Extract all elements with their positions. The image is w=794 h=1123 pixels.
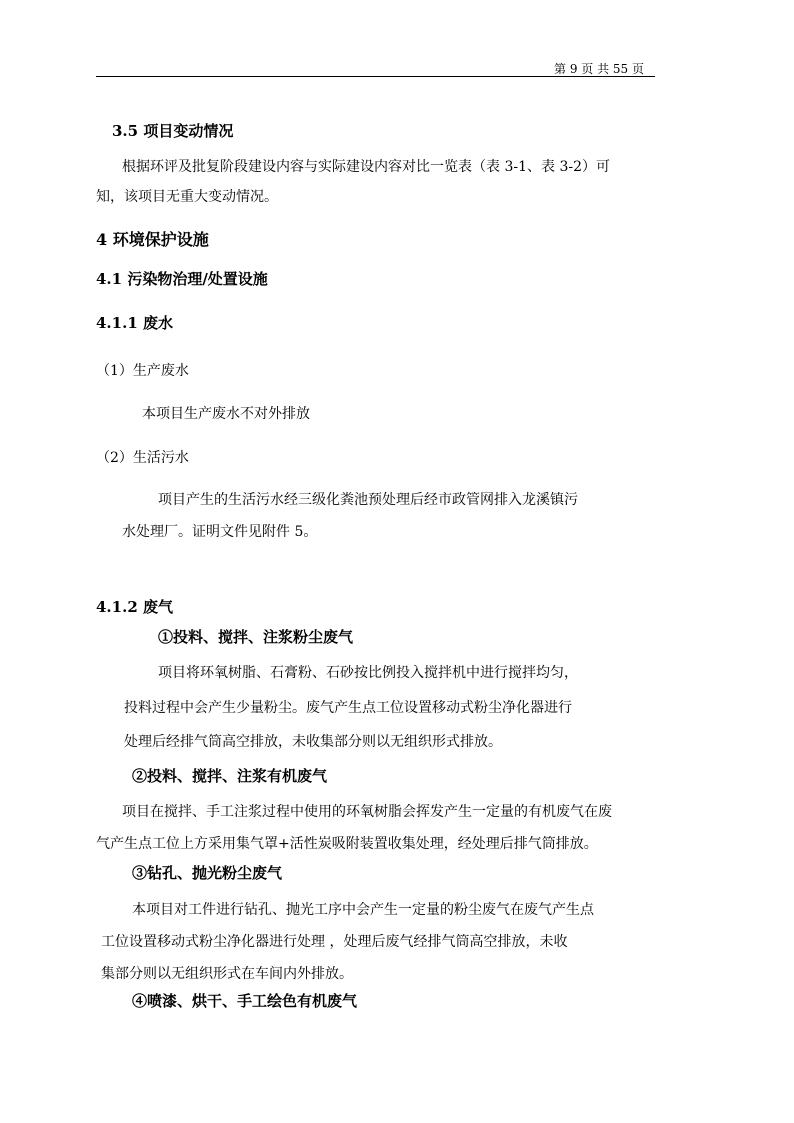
gas2-line2: 气产生点工位上方采用集气罩+活性炭吸附装置收集处理，经处理后排气筒排放。 <box>96 836 598 852</box>
page-number: 第 9 页 共 55 页 <box>554 62 644 76</box>
wastewater-item2-line1: 项目产生的生活污水经三级化粪池预处理后经市政管网排入龙溪镇污 <box>158 492 578 508</box>
gas3-line3: 集部分则以无组织形式在车间内外排放。 <box>101 966 353 982</box>
section-4-1-title: 4.1 污染物治理/处置设施 <box>96 270 268 288</box>
wastewater-item2-label: （2）生活污水 <box>96 450 189 466</box>
gas2-line1: 项目在搅拌、手工注浆过程中使用的环氧树脂会挥发产生一定量的有机废气在废 <box>122 804 612 820</box>
wastewater-item2-line2: 水处理厂。证明文件见附件 5。 <box>122 524 318 540</box>
section-3-5-para-line1: 根据环评及批复阶段建设内容与实际建设内容对比一览表（表 3-1、表 3-2）可 <box>122 159 610 175</box>
gas1-title: ①投料、搅拌、注浆粉尘废气 <box>158 628 354 646</box>
gas3-line2: 工位设置移动式粉尘净化器进行处理 ，处理后废气经排气筒高空排放，未收 <box>101 934 568 950</box>
gas3-title: ③钻孔、抛光粉尘废气 <box>132 864 283 882</box>
wastewater-item1-text: 本项目生产废水不对外排放 <box>142 406 310 422</box>
header-rule <box>96 76 655 77</box>
section-4-title: 4 环境保护设施 <box>96 230 209 249</box>
gas1-line2: 投料过程中会产生少量粉尘。废气产生点工位设置移动式粉尘净化器进行 <box>124 700 572 716</box>
gas1-line3: 处理后经排气筒高空排放，未收集部分则以无组织形式排放。 <box>124 734 502 750</box>
section-4-1-2-title: 4.1.2 废气 <box>96 598 173 616</box>
section-4-1-1-title: 4.1.1 废水 <box>96 314 173 332</box>
gas1-line1: 项目将环氧树脂、石膏粉、石砂按比例投入搅拌机中进行搅拌均匀， <box>158 665 578 681</box>
gas3-line1: 本项目对工件进行钻孔、抛光工序中会产生一定量的粉尘废气在废气产生点 <box>132 902 594 918</box>
wastewater-item1-label: （1）生产废水 <box>96 363 189 379</box>
gas4-title: ④喷漆、烘干、手工绘色有机废气 <box>132 992 358 1010</box>
gas2-title: ②投料、搅拌、注浆有机废气 <box>132 767 328 785</box>
section-3-5-title: 3.5 项目变动情况 <box>112 122 234 140</box>
section-3-5-para-line2: 知，该项目无重大变动情况。 <box>96 189 278 205</box>
